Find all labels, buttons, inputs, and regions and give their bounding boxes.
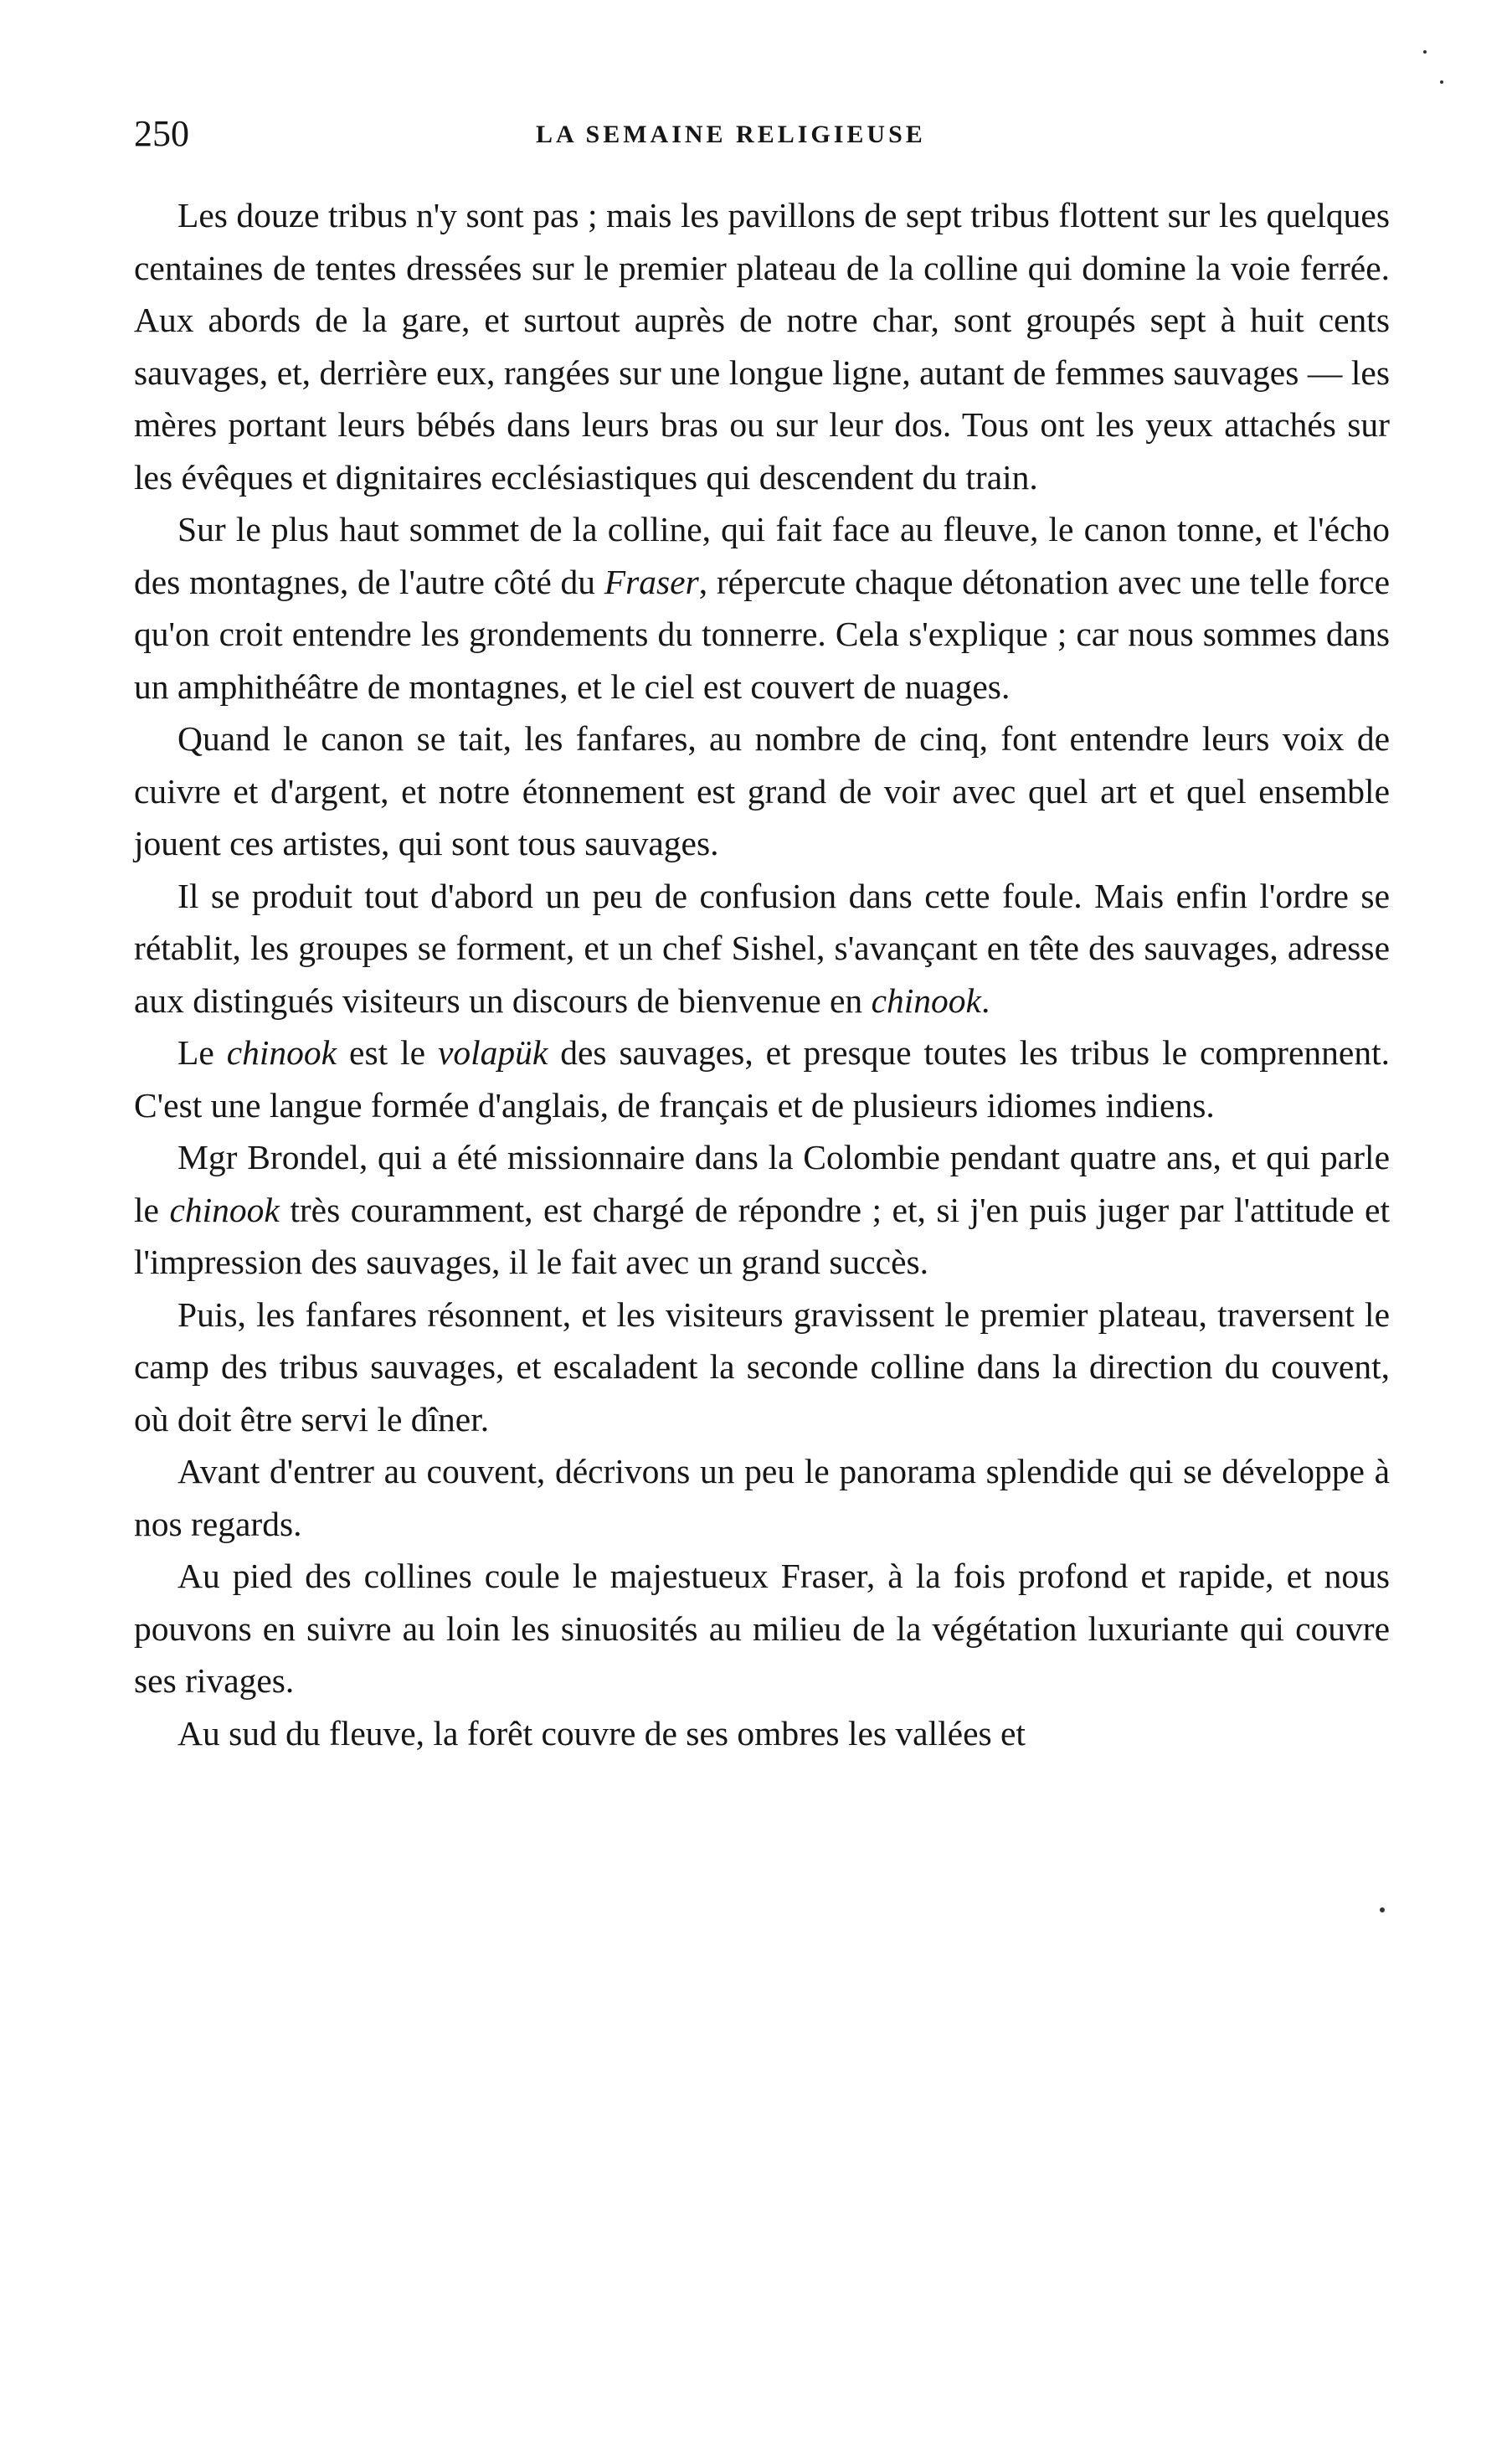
paragraph-text: Avant d'entrer au couvent, décrivons un peu le panorama splendide qui se développe à nos regards. bbox=[134, 1452, 1390, 1543]
scan-speck bbox=[1423, 50, 1427, 54]
paragraph-text: Les douze tribus n'y sont pas ; mais les pavillons de sept tribus flottent sur les quelques centaines de tentes dressées sur le premier plateau de la colline qui domine la voie ferrée. Aux abords de la gare, et surtout auprès de notre char, sont groupés sept à huit cents sauvages, et, derrière eux, rangées sur une longue ligne, autant de femmes sauvages — les mères portant leurs bébés dans leurs bras ou sur leur dos. Tous ont les yeux attachés sur les évêques et dignitaires ecclésiastiques qui descendent du train. bbox=[134, 196, 1390, 497]
page-header bbox=[134, 109, 1390, 167]
paragraph-text: est le bbox=[337, 1033, 438, 1072]
running-title: LA SEMAINE RELIGIEUSE bbox=[536, 121, 926, 148]
scan-speck bbox=[1440, 80, 1443, 84]
paragraph bbox=[134, 1445, 1390, 1550]
paragraph bbox=[134, 189, 1390, 503]
paragraph-text: très couramment, est chargé de répondre ; et, si j'en puis juger par l'attitude et l'impression des sauvages, il le fait avec un grand succès. bbox=[134, 1190, 1391, 1281]
paragraph bbox=[134, 1289, 1390, 1446]
body-text bbox=[134, 189, 1390, 1759]
italic-term: chinook bbox=[226, 1033, 337, 1072]
paragraph-text: , répercute chaque détonation avec une telle force qu'on croit entendre les grondements du tonnerre. Cela s'explique ; car nous sommes dans un amphithéâtre de montagnes, et le ciel est couvert de nuages. bbox=[134, 562, 1391, 706]
paragraph bbox=[134, 713, 1390, 870]
paragraph-text: Le bbox=[177, 1033, 227, 1072]
paragraph-text: Quand le canon se tait, les fanfares, au nombre de cinq, font entendre leurs voix de cuivre et d'argent, et notre étonnement est grand de voir avec quel art et quel ensemble jouent ces artistes, qui sont tous sauvages. bbox=[134, 719, 1390, 862]
paragraph-text: Au pied des collines coule le majestueux Fraser, à la fois profond et rapide, et nous pouvons en suivre au loin les sinuosités au milieu de la végétation luxuriante qui couvre ses rivages. bbox=[134, 1557, 1390, 1700]
paragraph-text: . bbox=[980, 981, 990, 1020]
page bbox=[134, 109, 1390, 1759]
italic-term: chinook bbox=[871, 981, 981, 1020]
italic-term: Fraser bbox=[604, 562, 699, 601]
paragraph bbox=[134, 1027, 1390, 1131]
paragraph bbox=[134, 503, 1390, 713]
scan-speck bbox=[1380, 1907, 1385, 1912]
paragraph bbox=[134, 1707, 1390, 1760]
italic-term: chinook bbox=[169, 1190, 280, 1229]
page-number: 250 bbox=[134, 113, 189, 154]
paragraph bbox=[134, 1550, 1390, 1707]
paragraph-text: Au sud du fleuve, la forêt couvre de ses ombres les vallées et bbox=[177, 1713, 1026, 1753]
paragraph-text: Mgr Brondel, qui a été missionnaire dans la Colombie pendant quatre ans, et qui parle le bbox=[134, 1138, 1390, 1229]
paragraph-text: des sauvages, et presque toutes les tribus le comprennent. C'est une langue formée d'anglais, de français et de plusieurs idiomes indiens. bbox=[134, 1033, 1390, 1125]
paragraph-text: Puis, les fanfares résonnent, et les visiteurs gravissent le premier plateau, traversent le camp des tribus sauvages, et escaladent la seconde colline dans la direction du couvent, où doit être servi le dîner. bbox=[134, 1294, 1390, 1439]
paragraph-text: Il se produit tout d'abord un peu de confusion dans cette foule. Mais enfin l'ordre se rétablit, les groupes se forment, et un chef Sishel, s'avançant en tête des sauvages, adresse aux distingués visiteurs un discours de bienvenue en bbox=[134, 876, 1390, 1020]
paragraph-text: Sur le plus haut sommet de la colline, qui fait face au fleuve, le canon tonne, et l'écho des montagnes, de l'autre côté du bbox=[134, 510, 1390, 601]
paragraph bbox=[134, 870, 1390, 1027]
paragraph bbox=[134, 1131, 1390, 1289]
italic-term: volapük bbox=[437, 1033, 548, 1072]
